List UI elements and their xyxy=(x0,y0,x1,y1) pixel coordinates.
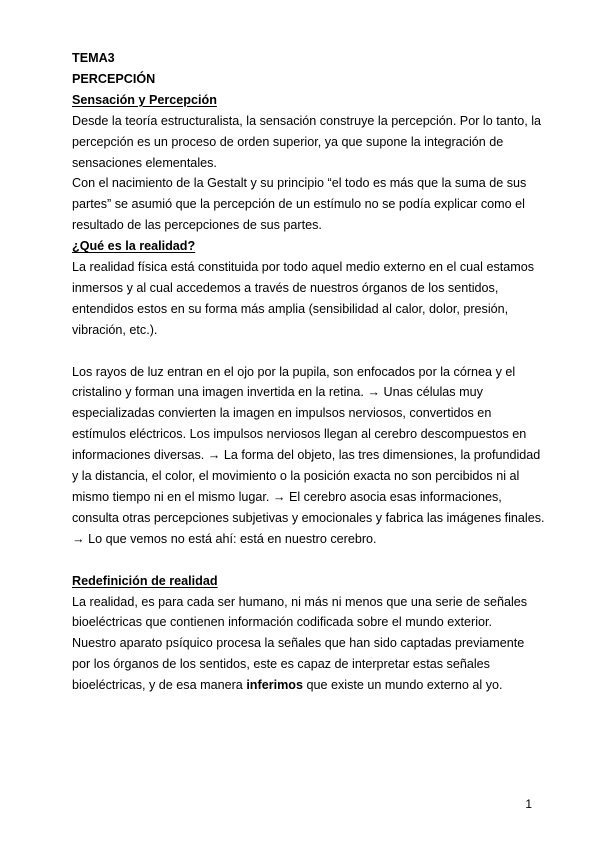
text-line: mismo tiempo ni en el mismo lugar. → El cerebro asocia esas informaciones, xyxy=(72,490,502,505)
text-line: vibración, etc.). xyxy=(72,322,158,337)
text-run: que existe un mundo externo al yo. xyxy=(303,678,503,693)
text-line: partes” se asumió que la percepción de un estímulo no se podía explicar como el xyxy=(72,197,525,212)
tema-label: TEMA3 xyxy=(72,51,115,65)
section-title-realidad: ¿Qué es la realidad? xyxy=(72,239,196,254)
text-line: percepción es un proceso de orden superior, ya que supone la integración de xyxy=(72,134,504,149)
text-line: → Lo que vemos no está ahí: está en nuestro cerebro. xyxy=(72,531,377,546)
text-line: cristalino y forman una imagen invertida en la retina. → Unas células muy xyxy=(72,385,483,400)
text-line: La realidad, es para cada ser humano, ni más ni menos que una serie de señales xyxy=(72,594,528,609)
text-line: Con el nacimiento de la Gestalt y su principio “el todo es más que la suma de sus xyxy=(72,176,527,191)
emphasis-inferimos: inferimos xyxy=(246,678,303,693)
text-line: y la distancia, el color, el movimiento o la posición exacta no son percibidos ni al xyxy=(72,469,520,484)
text-line: Los rayos de luz entran en el ojo por la pupila, son enfocados por la córnea y el xyxy=(72,364,516,379)
paragraph-spacer xyxy=(72,341,532,362)
text-line: La realidad física está constituida por todo aquel medio externo en el cual estamos xyxy=(72,260,535,275)
text-line: Nuestro aparato psíquico procesa la señales que han sido captadas previamente xyxy=(72,636,525,651)
text-line: especializadas convierten la imagen en impulsos nerviosos, convertidos en xyxy=(72,406,492,421)
section-body-redefinicion xyxy=(72,592,532,697)
text-line: sensaciones elementales. xyxy=(72,155,217,170)
section-title-sensacion: Sensación y Percepción xyxy=(72,92,217,107)
text-run: bioeléctricas, y de esa manera xyxy=(72,678,247,693)
text-line: estímulos eléctricos. Los impulsos nerviosos llegan al cerebro descompuestos en xyxy=(72,427,527,442)
text-line: entendidos estos en su forma más amplia (sensibilidad al calor, dolor, presión, xyxy=(72,301,509,316)
text-line: informaciones diversas. → La forma del objeto, las tres dimensiones, la profundidad xyxy=(72,448,541,463)
paragraph-spacer xyxy=(72,550,532,571)
text-line: Desde la teoría estructuralista, la sensación construye la percepción. Por lo tanto, la xyxy=(72,113,542,128)
text-line: inmersos y al cual accedemos a través de nuestros órganos de los sentidos, xyxy=(72,280,499,295)
section-title-redefinicion: Redefinición de realidad xyxy=(72,573,218,588)
document-page xyxy=(72,48,545,696)
text-line: resultado de las percepciones de sus partes. xyxy=(72,218,322,233)
text-line: por los órganos de los sentidos, este es capaz de interpretar estas señales xyxy=(72,657,490,672)
section-paragraph-realidad-1 xyxy=(72,257,535,341)
section-body-sensacion xyxy=(72,111,542,236)
page-number: 1 xyxy=(525,797,532,811)
text-line: bioeléctricas que contienen información codificada sobre el mundo exterior. xyxy=(72,615,493,630)
text-line-inferimos xyxy=(72,675,532,696)
text-line: consulta otras percepciones subjetivas y emocionales y fabrica las imágenes finales. xyxy=(72,510,545,525)
section-paragraph-realidad-2 xyxy=(72,362,545,550)
document-title: PERCEPCIÓN xyxy=(72,71,156,86)
